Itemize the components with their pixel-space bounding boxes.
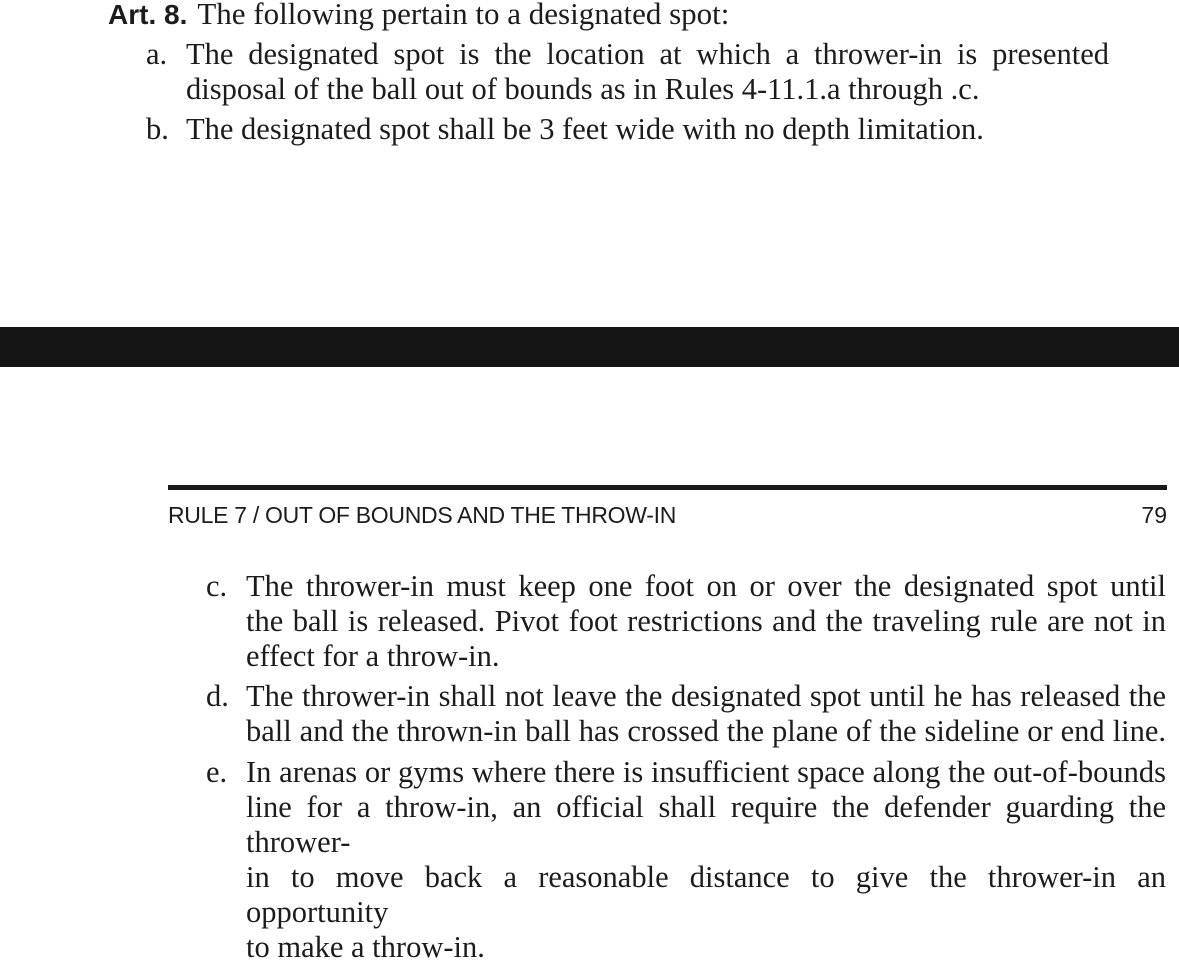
page-break-band <box>0 327 1179 367</box>
list-item-line: In arenas or gyms where there is insufficient space along the out-of-bounds <box>246 755 1166 789</box>
list-item-line: the ball is released. Pivot foot restrictions and the traveling rule are not in <box>246 604 1166 638</box>
list-item-line: The designated spot is the location at which a thrower-in is presented <box>186 37 1109 71</box>
list-marker: c. <box>206 569 228 603</box>
list-item-line: ball and the thrown-in ball has crossed the plane of the sideline or end line. <box>246 714 1166 748</box>
list-item-line: effect for a throw-in. <box>246 639 500 673</box>
list-item-line: to make a throw-in. <box>246 930 485 964</box>
list-marker: a. <box>146 37 168 71</box>
article-label: Art. 8. <box>108 0 188 30</box>
list-item-line: disposal of the ball out of bounds as in Rules 4-11.1.a through .c. <box>186 72 980 106</box>
list-marker: b. <box>146 112 169 146</box>
list-item-line: in to move back a reasonable distance to give the thrower-in an opportunity <box>246 860 1166 929</box>
list-item-line: The designated spot shall be 3 feet wide with no depth limitation. <box>186 112 984 146</box>
page-number: 79 <box>1141 502 1167 528</box>
list-marker: e. <box>206 755 228 789</box>
list-item-line: The thrower-in must keep one foot on or over the designated spot until <box>246 569 1166 603</box>
article-heading <box>108 0 729 35</box>
list-item-line: The thrower-in shall not leave the designated spot until he has released the <box>246 679 1166 713</box>
article-intro: The following pertain to a designated spot: <box>197 0 730 31</box>
header-rule <box>168 485 1167 490</box>
list-item-line: line for a throw-in, an official shall require the defender guarding the thrower- <box>246 790 1166 859</box>
list-marker: d. <box>206 679 229 713</box>
running-title: RULE 7 / OUT OF BOUNDS AND THE THROW-IN <box>168 502 677 528</box>
